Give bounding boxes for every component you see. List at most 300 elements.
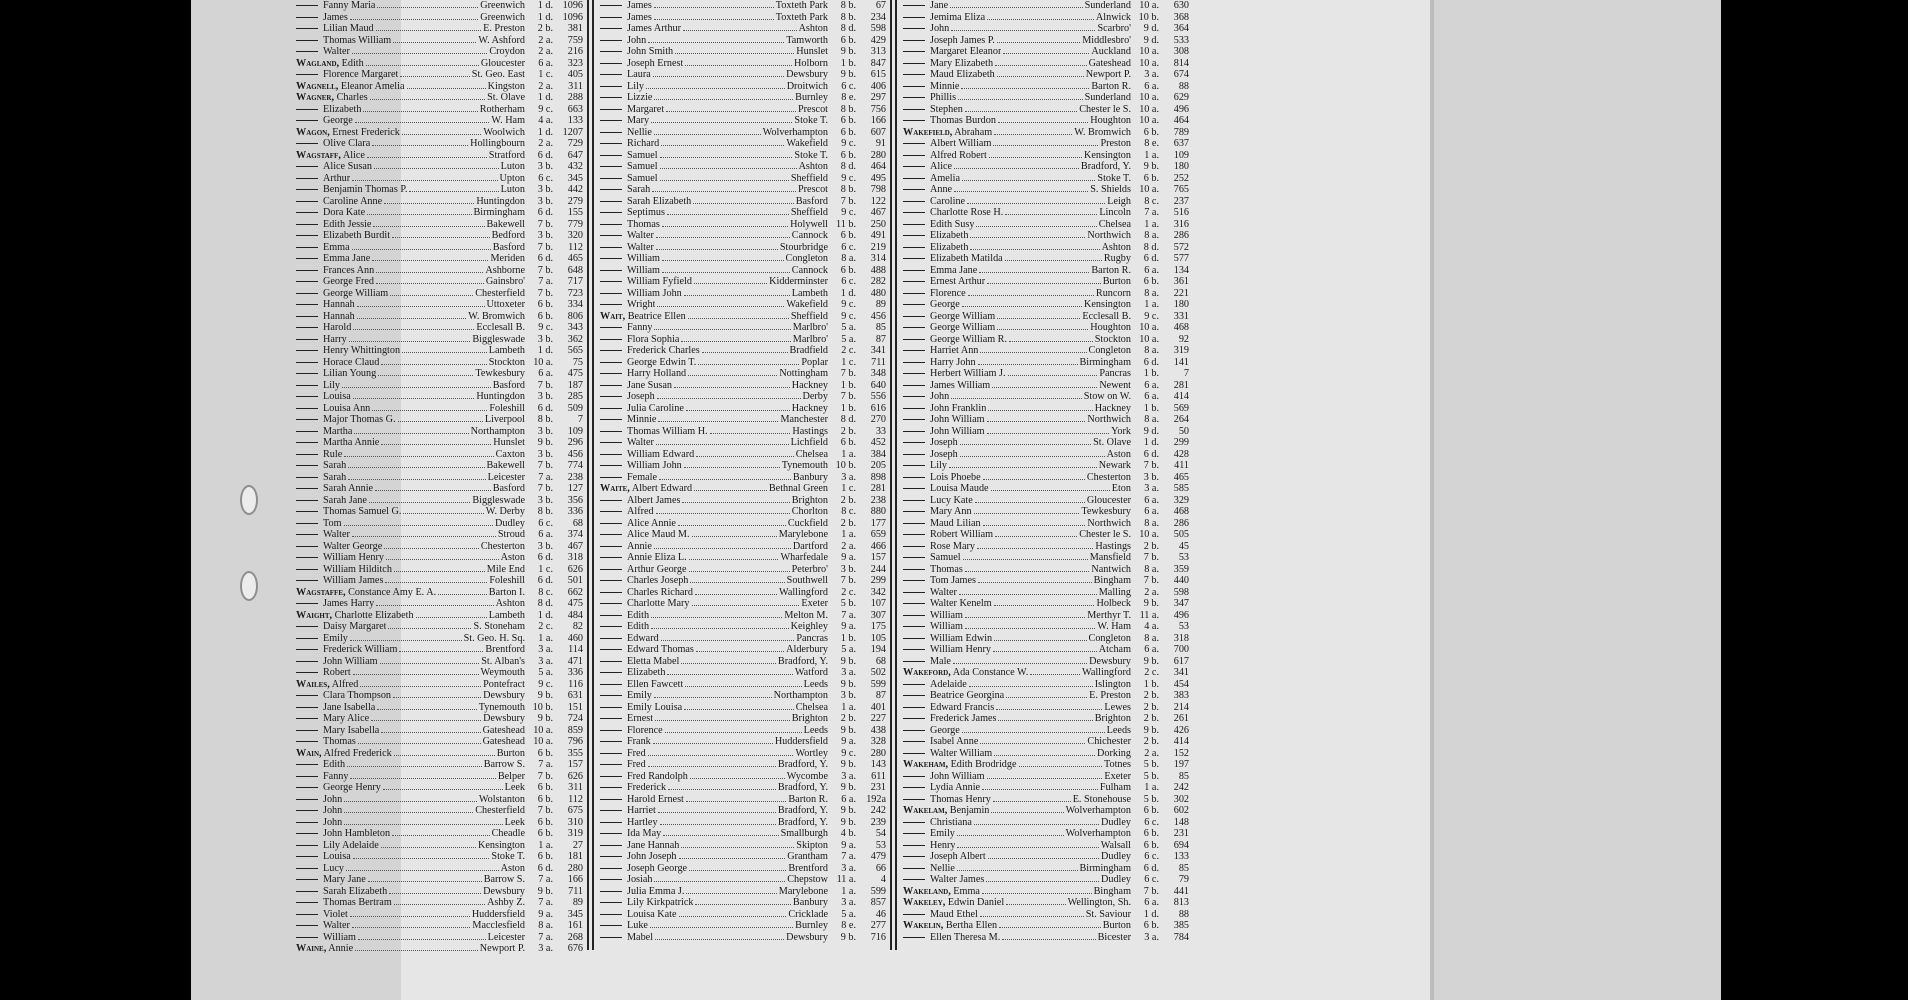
entry-volume: 1 a. <box>1144 218 1159 230</box>
index-entry <box>600 242 886 254</box>
entry-name <box>600 598 690 610</box>
index-entry <box>296 840 583 852</box>
entry-volume: 11 a. <box>836 874 856 885</box>
leader-dots <box>654 548 791 549</box>
entry-page: 79 <box>1178 874 1189 885</box>
ditto-dash <box>296 5 318 6</box>
entry-name <box>296 230 390 242</box>
index-entry <box>600 150 886 162</box>
entry-district: Alderbury <box>786 644 828 655</box>
index-entry <box>903 506 1189 518</box>
index-entry <box>600 529 886 541</box>
entry-volume: 7 b. <box>537 264 553 276</box>
entry-district: Bradford, Y. <box>777 816 828 828</box>
leader-dots <box>353 674 479 675</box>
entry-name <box>903 794 991 806</box>
index-entry <box>600 644 886 656</box>
entry-given-names: William <box>323 931 356 943</box>
entry-district: Birmingham <box>473 207 525 218</box>
entry-name <box>600 828 661 840</box>
entry-volume: 9 b. <box>1143 724 1159 736</box>
entry-given-names: Walter <box>627 437 654 448</box>
entry-volume: 9 c. <box>538 322 553 333</box>
entry-page: 166 <box>567 874 583 885</box>
index-entry <box>903 759 1189 771</box>
entry-name <box>600 184 650 196</box>
punch-hole-lower <box>240 571 258 601</box>
index-entry <box>600 276 886 288</box>
entry-name <box>296 173 350 185</box>
entry-volume: 8 a. <box>1144 632 1159 644</box>
index-entry <box>296 667 583 679</box>
entry-given-names: Fred <box>627 759 646 770</box>
entry-name <box>296 23 374 35</box>
leader-dots <box>986 881 1099 882</box>
entry-name <box>903 483 989 495</box>
leader-dots <box>685 65 792 66</box>
leader-dots <box>683 30 797 31</box>
entry-given-names: Walter <box>323 529 350 540</box>
entry-volume: 6 a. <box>1144 379 1159 391</box>
entry-volume: 8 d. <box>537 598 553 609</box>
leader-dots <box>660 157 793 158</box>
index-entry <box>903 334 1189 346</box>
entry-district: Newport P. <box>1085 69 1131 80</box>
entry-volume: 9 c. <box>1144 310 1159 322</box>
leader-dots <box>997 42 1080 43</box>
ditto-dash <box>903 799 925 800</box>
ditto-dash <box>296 120 318 121</box>
entry-district: Macclesfield <box>472 920 525 931</box>
entry-name <box>903 690 1004 702</box>
entry-page: 662 <box>567 586 583 598</box>
entry-given-names: John William <box>323 655 378 667</box>
entry-name <box>903 449 958 461</box>
entry-volume: 1 d. <box>1143 908 1159 920</box>
entry-district: Dartford <box>792 540 828 552</box>
ditto-dash <box>903 143 925 144</box>
ditto-dash <box>296 925 318 926</box>
entry-name <box>903 357 976 369</box>
entry-district: Barton R. <box>1091 264 1131 276</box>
entry-district: Watford <box>794 667 828 678</box>
index-entry <box>600 817 886 829</box>
entry-district: Aston <box>500 862 525 874</box>
entry-given-names: Jane Isabella <box>323 701 376 713</box>
entry-name <box>296 46 350 58</box>
entry-page: 308 <box>1173 46 1189 57</box>
entry-given-names: Female <box>627 471 657 483</box>
entry-district: Holbeck <box>1096 598 1131 609</box>
entry-page: 502 <box>870 667 886 678</box>
index-entry <box>296 138 583 150</box>
entry-volume: 2 a. <box>538 80 553 92</box>
index-entry <box>296 713 583 725</box>
leader-dots <box>694 490 767 491</box>
entry-volume: 2 a. <box>538 34 553 46</box>
entry-given-names: Hannah <box>323 310 355 322</box>
leader-dots <box>384 203 474 204</box>
entry-volume: 9 c. <box>841 310 856 322</box>
leader-dots <box>662 272 790 273</box>
entry-given-names: William <box>627 253 660 264</box>
ditto-dash <box>600 247 622 248</box>
ditto-dash <box>600 856 622 857</box>
entry-page: 1096 <box>562 0 583 11</box>
index-entry <box>296 518 583 530</box>
ditto-dash <box>903 201 925 202</box>
leader-dots <box>684 709 794 710</box>
leader-dots <box>992 387 1097 388</box>
entry-volume: 6 d. <box>537 253 553 264</box>
entry-district: Bradford, Y. <box>777 805 828 816</box>
index-entry <box>600 173 886 185</box>
entry-volume: 6 a. <box>1144 644 1159 655</box>
entry-page: 91 <box>875 138 886 149</box>
entry-volume: 6 a. <box>538 57 553 69</box>
entry-given-names: Louisa Kate <box>627 908 677 920</box>
entry-given-names: Nellie <box>930 862 955 874</box>
entry-page: 381 <box>567 23 583 34</box>
entry-name <box>903 782 980 794</box>
entry-name <box>600 920 648 932</box>
index-entry <box>903 184 1189 196</box>
ditto-dash <box>903 350 925 351</box>
entry-volume: 1 d. <box>1143 437 1159 448</box>
entry-volume: 1 a. <box>841 448 856 460</box>
ditto-dash <box>296 718 318 719</box>
entry-district: Hastings <box>792 425 828 437</box>
entry-page: 569 <box>1173 402 1189 414</box>
leader-dots <box>350 916 470 917</box>
entry-name <box>903 828 955 840</box>
entry-page: 637 <box>1173 138 1189 149</box>
entry-volume: 7 a. <box>538 897 553 908</box>
leader-dots <box>949 467 1097 468</box>
entry-volume: 10 a. <box>1139 529 1159 540</box>
entry-volume: 10 a. <box>1139 115 1159 126</box>
entry-volume: 6 c. <box>841 241 856 253</box>
entry-district: Kidderminster <box>769 276 828 287</box>
leader-dots <box>950 7 1082 8</box>
entry-volume: 1 d. <box>537 92 553 103</box>
entry-name <box>903 265 977 277</box>
entry-given-names: Daisy Margaret <box>323 621 387 632</box>
ditto-dash <box>296 40 318 41</box>
ditto-dash <box>296 649 318 650</box>
entry-page: 452 <box>870 437 886 448</box>
entry-volume: 6 b. <box>840 34 856 46</box>
entry-given-names: Emily <box>627 690 652 701</box>
entry-given-names: Mary Ann <box>930 506 972 517</box>
entry-volume: 8 d. <box>840 23 856 34</box>
entry-page: 234 <box>870 11 886 23</box>
entry-district: Caxton <box>495 448 525 460</box>
entry-volume: 9 b. <box>1143 598 1159 609</box>
entry-given-names: Edward Francis <box>930 701 995 713</box>
ditto-dash <box>600 822 622 823</box>
entry-page: 180 <box>1173 161 1189 172</box>
entry-district: Pontefract <box>483 678 525 690</box>
ditto-dash <box>903 28 925 29</box>
entry-volume: 9 a. <box>538 908 553 920</box>
entry-page: 334 <box>567 299 583 310</box>
ditto-dash <box>903 74 925 75</box>
index-entry <box>600 541 886 553</box>
entry-page: 244 <box>870 563 886 575</box>
index-entry <box>600 690 886 702</box>
index-entry <box>903 414 1189 426</box>
entry-given-names: Fred <box>627 747 646 759</box>
leader-dots <box>692 536 777 537</box>
entry-given-names: Edith Jessie <box>323 218 372 230</box>
entry-given-names: James <box>627 11 652 23</box>
entry-given-names: Charles Richard <box>627 586 693 598</box>
index-entry <box>600 184 886 196</box>
ditto-dash <box>903 51 925 52</box>
entry-district: Kensington <box>1084 149 1131 161</box>
leader-dots <box>656 513 790 514</box>
entry-district: Wharfedale <box>780 552 828 563</box>
leader-dots <box>1009 341 1093 342</box>
index-entry <box>296 426 583 438</box>
punch-hole-upper <box>240 485 258 515</box>
leader-dots <box>951 398 1081 399</box>
entry-name <box>903 587 957 599</box>
index-entry <box>903 771 1189 783</box>
entry-given-names: Clara Thompson <box>323 690 392 701</box>
entry-volume: 6 d. <box>1143 448 1159 460</box>
entry-name <box>600 529 690 541</box>
entry-district: Melton M. <box>784 609 828 621</box>
entry-volume: 6 b. <box>1143 920 1159 931</box>
entry-name <box>903 518 981 530</box>
index-entry <box>903 460 1189 472</box>
entry-page: 281 <box>870 483 886 494</box>
index-entry <box>903 874 1189 886</box>
ditto-dash <box>296 465 318 466</box>
leader-dots <box>350 640 462 641</box>
index-entry <box>296 644 583 656</box>
entry-volume: 3 b. <box>537 391 553 402</box>
ditto-dash <box>600 465 622 466</box>
index-entry <box>903 552 1189 564</box>
entry-name <box>296 886 387 898</box>
entry-volume: 3 a. <box>841 667 856 678</box>
entry-volume: 6 b. <box>537 793 553 805</box>
entry-page: 68 <box>875 655 886 667</box>
entry-surname: Wagstaffe, <box>296 586 346 598</box>
leader-dots <box>1019 766 1102 767</box>
leader-dots <box>702 352 788 353</box>
leader-dots <box>993 651 1097 652</box>
entry-page: 54 <box>875 828 886 839</box>
entry-page: 488 <box>870 264 886 276</box>
entry-district: Toxteth Park <box>775 0 828 11</box>
index-entry <box>903 196 1189 208</box>
entry-surname: Wagland, <box>296 57 340 69</box>
entry-page: 318 <box>567 552 583 563</box>
entry-volume: 1 a. <box>841 529 856 540</box>
entry-page: 475 <box>567 598 583 609</box>
leader-dots <box>394 904 485 905</box>
entry-page: 181 <box>567 851 583 862</box>
ditto-dash <box>600 546 622 547</box>
leader-dots <box>965 628 1095 629</box>
entry-volume: 8 d. <box>840 414 856 425</box>
entry-district: Luton <box>500 184 525 195</box>
ditto-dash <box>903 465 925 466</box>
ditto-dash <box>600 74 622 75</box>
entry-page: 343 <box>567 322 583 333</box>
entry-volume: 6 c. <box>538 517 553 529</box>
entry-volume: 10 a. <box>1139 184 1159 195</box>
entry-district: Dorking <box>1097 747 1131 759</box>
entry-given-names: Nellie <box>627 126 652 138</box>
entry-name <box>296 771 348 783</box>
entry-name <box>600 518 676 530</box>
entry-page: 27 <box>572 839 583 851</box>
leader-dots <box>965 111 1077 112</box>
index-entry <box>296 564 583 576</box>
leader-dots <box>962 180 1095 181</box>
entry-district: Exeter <box>1104 770 1131 782</box>
entry-volume: 6 b. <box>1143 276 1159 287</box>
entry-name <box>903 138 991 150</box>
entry-surname: Wailes, <box>296 678 330 690</box>
entry-name <box>296 943 353 955</box>
entry-name <box>903 610 963 622</box>
leader-dots <box>651 122 792 123</box>
leader-dots <box>347 766 482 767</box>
entry-given-names: Lily <box>627 80 644 92</box>
entry-volume: 7 b. <box>537 241 553 253</box>
entry-page: 674 <box>1173 69 1189 80</box>
entry-volume: 1 d. <box>537 609 553 621</box>
entry-volume: 6 b. <box>840 230 856 241</box>
entry-name <box>296 138 370 150</box>
entry-name <box>600 702 682 714</box>
index-entry <box>600 207 886 219</box>
entry-name <box>600 874 652 886</box>
ditto-dash <box>296 661 318 662</box>
index-entry <box>296 610 583 622</box>
index-entry <box>296 127 583 139</box>
entry-name <box>296 552 384 564</box>
entry-district: Wakefield <box>786 138 828 149</box>
entry-page: 152 <box>1173 747 1189 759</box>
entry-volume: 6 b. <box>1143 126 1159 138</box>
entry-volume: 2 b. <box>840 713 856 724</box>
index-entry <box>296 782 583 794</box>
entry-given-names: James <box>627 0 652 11</box>
index-entry <box>903 495 1189 507</box>
leader-dots <box>652 191 796 192</box>
leader-dots <box>648 755 794 756</box>
entry-volume: 2 a. <box>1144 586 1159 598</box>
entry-name <box>600 253 660 265</box>
entry-page: 509 <box>567 402 583 414</box>
entry-given-names: Martha Annie <box>323 437 380 448</box>
entry-district: Droitwich <box>786 80 828 92</box>
entry-district: Burton <box>1102 276 1131 287</box>
entry-volume: 3 a. <box>841 770 856 782</box>
entry-district: Bradfield <box>789 345 828 356</box>
entry-given-names: Walter <box>930 586 957 598</box>
leader-dots <box>999 927 1101 928</box>
ditto-dash <box>600 672 622 673</box>
entry-district: Dudley <box>1101 816 1131 828</box>
leader-dots <box>393 697 481 698</box>
ditto-dash <box>903 776 925 777</box>
entry-page: 675 <box>567 805 583 816</box>
leader-dots <box>374 168 499 169</box>
index-entry <box>903 725 1189 737</box>
entry-volume: 6 d. <box>537 207 553 218</box>
leader-dots <box>962 306 1082 307</box>
entry-given-names: Walter <box>323 46 350 57</box>
entry-given-names: Charlotte Mary <box>627 598 690 609</box>
entry-page: 1207 <box>562 126 583 138</box>
entry-name <box>600 173 658 185</box>
entry-name <box>600 288 682 300</box>
entry-given-names: Martha <box>323 425 353 437</box>
entry-name <box>903 621 963 633</box>
index-entry <box>903 851 1189 863</box>
entry-name <box>903 460 947 472</box>
entry-name <box>296 219 371 231</box>
entry-given-names: Hartley <box>627 816 658 828</box>
entry-name <box>903 851 986 863</box>
entry-given-names: Thomas William <box>323 34 392 46</box>
entry-volume: 7 b. <box>840 575 856 586</box>
index-entry <box>903 437 1189 449</box>
ditto-dash <box>600 97 622 98</box>
entry-given-names: Walter Kenelm <box>930 598 992 609</box>
entry-district: Barrow S. <box>483 759 525 770</box>
index-entry <box>903 69 1189 81</box>
entry-given-names: Walter <box>627 230 654 241</box>
leader-dots <box>438 594 487 595</box>
entry-volume: 6 b. <box>1143 828 1159 839</box>
entry-volume: 3 b. <box>537 161 553 172</box>
index-entry <box>600 886 886 898</box>
leader-dots <box>979 272 1089 273</box>
ditto-dash <box>600 120 622 121</box>
index-entry <box>903 564 1189 576</box>
entry-district: Cannock <box>791 230 828 241</box>
index-entry <box>600 92 886 104</box>
entry-name <box>600 414 656 426</box>
entry-volume: 1 b. <box>840 379 856 391</box>
entry-district: Chesterfield <box>475 287 525 299</box>
entry-volume: 6 c. <box>841 276 856 287</box>
entry-page: 464 <box>870 161 886 172</box>
index-entry <box>600 265 886 277</box>
entry-district: Ashton <box>798 161 828 172</box>
entry-name <box>903 69 995 81</box>
ditto-dash <box>600 327 622 328</box>
index-entry <box>296 656 583 668</box>
entry-volume: 6 c. <box>841 80 856 92</box>
entry-volume: 1 b. <box>840 57 856 69</box>
entry-page: 270 <box>870 414 886 425</box>
entry-volume: 5 a. <box>841 644 856 655</box>
entry-page: 640 <box>870 379 886 391</box>
index-entry <box>600 161 886 173</box>
entry-name <box>296 840 379 852</box>
index-entry <box>600 621 886 633</box>
